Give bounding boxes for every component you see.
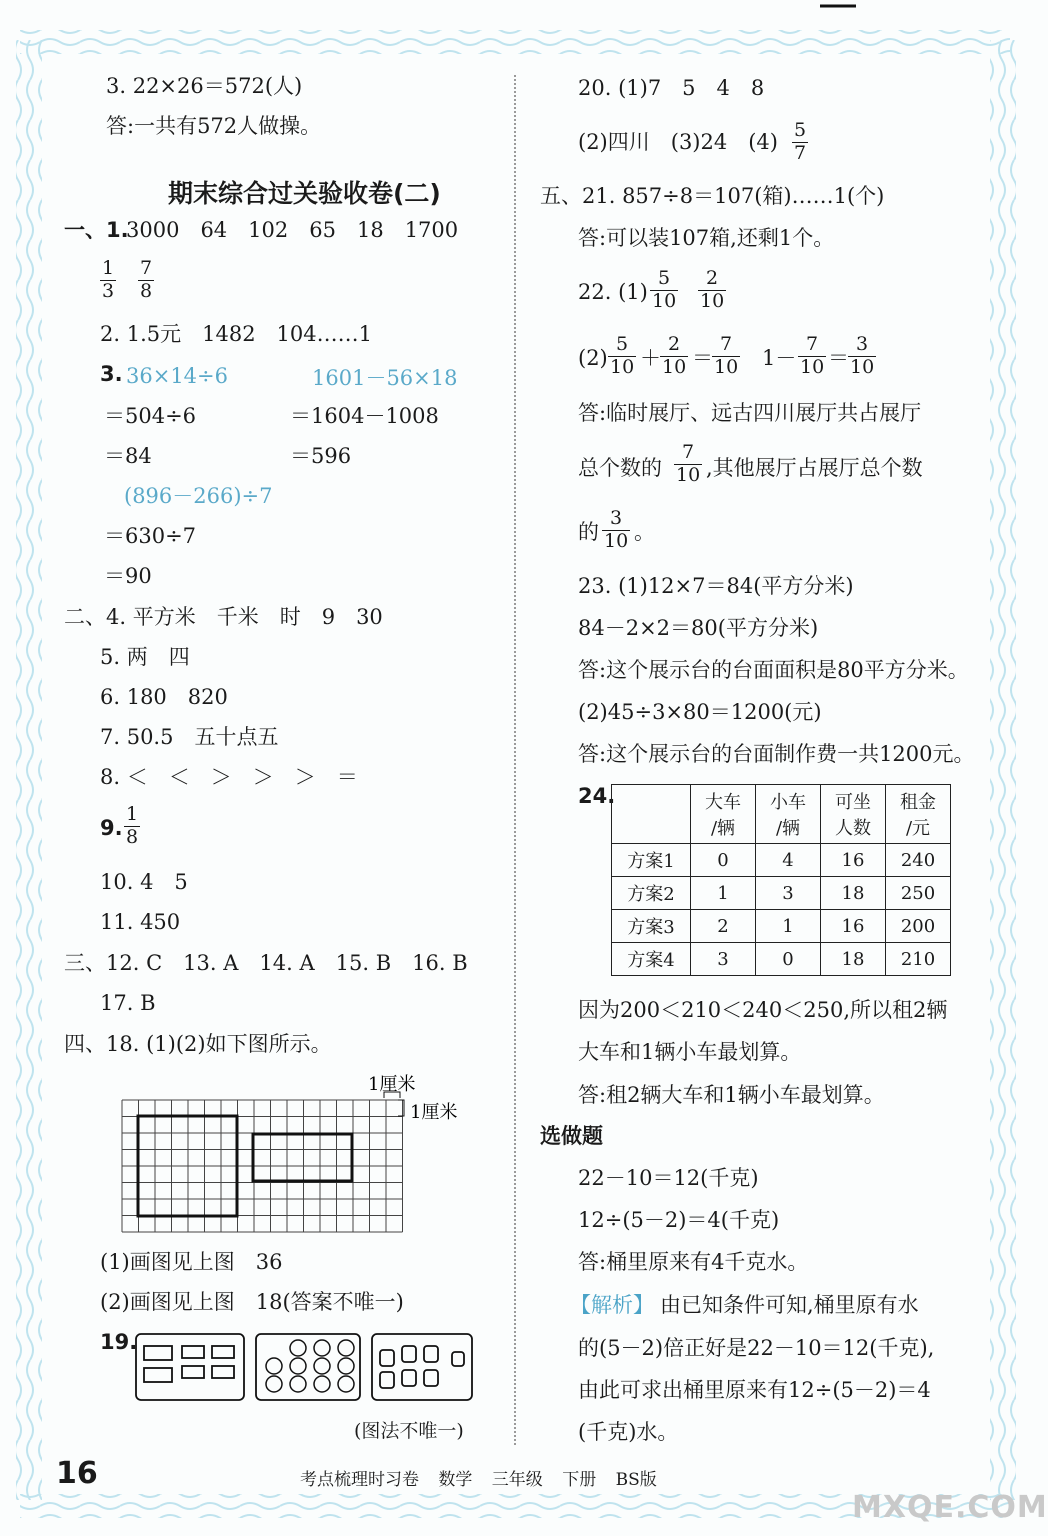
- grid-label-side: 1厘米: [410, 1102, 458, 1123]
- q22-2-label: (2): [578, 346, 608, 370]
- q24-answer: 答:租2辆大车和1辆小车最划算。: [578, 1083, 885, 1107]
- q22-2-fraction-a: 5 10: [610, 333, 635, 378]
- table-row: [612, 844, 951, 877]
- grid-label-top: 1厘米: [368, 1074, 416, 1095]
- table-cell: 方案4: [612, 943, 691, 976]
- q19-drawings: [134, 1332, 474, 1404]
- optional-2: 12÷(5－2)＝4(千克): [578, 1208, 780, 1232]
- q3-prev: 3. 22×26＝572(人): [106, 74, 303, 98]
- table-cell: 18: [821, 943, 886, 976]
- q1-fraction-1: 1 3: [102, 257, 115, 302]
- q9-fraction: 1 8: [126, 803, 139, 848]
- footer-text: 考点梳理时习卷 数学 三年级 下册 BS版: [300, 1470, 657, 1490]
- table-cell: 3: [691, 943, 756, 976]
- table-cell: 0: [756, 943, 821, 976]
- q3-step-r2: ＝596: [290, 444, 352, 468]
- q18-answer-2: (2)画图见上图 18(答案不唯一): [100, 1290, 404, 1314]
- analysis-1: 由已知条件可知,桶里原有水: [660, 1293, 919, 1317]
- table-row: [612, 910, 951, 943]
- q6: 6. 180 820: [100, 685, 228, 709]
- smiley-face-icon: [338, 1376, 354, 1392]
- table-cell: 方案3: [612, 910, 691, 943]
- q17: 17. B: [100, 991, 156, 1015]
- q12-16: 三、12. C 13. A 14. A 15. B 16. B: [64, 951, 468, 975]
- q22-answer-2b: ,其他展厅占展厅总个数: [706, 456, 923, 480]
- table-cell: 1: [691, 877, 756, 910]
- q11: 11. 450: [100, 910, 181, 934]
- smiley-face-icon: [290, 1340, 306, 1356]
- q22-answer-fraction-1: 7 10: [676, 441, 701, 486]
- q22-answer-1: 答:临时展厅、远古四川展厅共占展厅: [578, 401, 922, 425]
- q1-label: 一、1.: [64, 218, 129, 242]
- q9-label: 9.: [100, 816, 123, 840]
- table-cell: 250: [886, 877, 951, 910]
- one-minus: 1－: [762, 346, 797, 370]
- q19-label: 19.: [100, 1330, 138, 1354]
- table-row: [612, 943, 951, 976]
- table-header-cell: [612, 785, 691, 844]
- q4: 二、4. 平方米 千米 时 9 30: [64, 605, 383, 629]
- q20-2: (2)四川 (3)24 (4): [578, 130, 778, 154]
- q23-answer-2: 答:这个展示台的台面制作费一共1200元。: [578, 742, 975, 766]
- q18: 四、18. (1)(2)如下图所示。: [64, 1032, 332, 1056]
- section-title: 期末综合过关验收卷(二): [168, 179, 441, 208]
- smiley-face-icon: [338, 1358, 354, 1374]
- table-cell: 1: [756, 910, 821, 943]
- analysis-tag: 【解析】: [570, 1293, 654, 1317]
- q22-answer-3b: 。: [634, 520, 655, 544]
- q24-text-2: 大车和1辆小车最划算。: [578, 1040, 802, 1064]
- analysis-2: 的(5－2)倍正好是22－10＝12(千克),: [578, 1336, 935, 1360]
- table-cell: 200: [886, 910, 951, 943]
- q10: 10. 4 5: [100, 870, 188, 894]
- optional-title: 选做题: [540, 1124, 603, 1148]
- q3-step-r1: ＝1604－1008: [290, 404, 439, 428]
- q3-expr-2: 1601－56×18: [312, 366, 458, 390]
- table-row: [612, 877, 951, 910]
- q23-2: 84－2×2＝80(平方分米): [578, 616, 819, 640]
- q23-1: 23. (1)12×7＝84(平方分米): [578, 574, 854, 598]
- smiley-face-icon: [314, 1340, 330, 1356]
- column-divider: [514, 75, 516, 1445]
- q3-label: 3.: [100, 362, 123, 386]
- smiley-face-icon: [314, 1358, 330, 1374]
- q23-answer-1: 答:这个展示台的台面面积是80平方分米。: [578, 658, 969, 682]
- table-cell: 方案2: [612, 877, 691, 910]
- q22-2-fraction-d: 7 10: [800, 333, 825, 378]
- table-cell: 210: [886, 943, 951, 976]
- q5: 5. 两 四: [100, 645, 190, 669]
- q22-answer-3a: 的: [578, 520, 599, 544]
- optional-1: 22－10＝12(千克): [578, 1166, 759, 1190]
- q3-step-l2: ＝84: [104, 444, 152, 468]
- q3-prev-answer: 答:一共有572人做操。: [106, 114, 322, 138]
- q8: 8. ＜ ＜ ＞ ＞ ＞ ＝: [100, 765, 358, 789]
- q22-2-fraction-e: 3 10: [850, 333, 875, 378]
- table-cell: 18: [821, 877, 886, 910]
- analysis-4: (千克)水。: [578, 1420, 679, 1444]
- q22-2-fraction-c: 7 10: [714, 333, 739, 378]
- q7: 7. 50.5 五十点五: [100, 725, 279, 749]
- q18-grid-figure: [110, 1068, 480, 1238]
- q2: 2. 1.5元 1482 104……1: [100, 322, 372, 346]
- q24-text-1: 因为200＜210＜240＜250,所以租2辆: [578, 998, 948, 1022]
- table-header-cell: 租金 /元: [886, 785, 951, 844]
- q20-fraction: 5 7: [794, 119, 807, 164]
- smiley-face-icon: [338, 1340, 354, 1356]
- q3-expr-1: 36×14÷6: [126, 364, 228, 388]
- table-header-cell: 小车 /辆: [756, 785, 821, 844]
- table-cell: 4: [756, 844, 821, 877]
- table-cell: 16: [821, 910, 886, 943]
- rectangle-2: [253, 1134, 352, 1181]
- q3-step-l3: ＝630÷7: [104, 524, 197, 548]
- q23-3: (2)45÷3×80＝1200(元): [578, 700, 822, 724]
- q3-step-l1: ＝504÷6: [104, 404, 197, 428]
- table-cell: 方案1: [612, 844, 691, 877]
- page-number: 16: [56, 1456, 98, 1491]
- q3-step-l4: ＝90: [104, 564, 152, 588]
- table-cell: 16: [821, 844, 886, 877]
- rental-plan-table: [611, 784, 951, 976]
- q22-2-fraction-b: 2 10: [662, 333, 687, 378]
- smiley-face-icon: [314, 1376, 330, 1392]
- q22-answer-fraction-2: 3 10: [604, 507, 629, 552]
- table-cell: 240: [886, 844, 951, 877]
- q22-fraction-2: 2 10: [700, 267, 725, 312]
- smiley-face-icon: [266, 1358, 282, 1374]
- table-cell: 2: [691, 910, 756, 943]
- plus-sign: ＋: [640, 346, 661, 370]
- q19-note: (图法不唯一): [354, 1420, 464, 1442]
- q22-answer-2a: 总个数的: [578, 456, 662, 480]
- table-header-cell: 大车 /辆: [691, 785, 756, 844]
- smiley-face-icon: [290, 1376, 306, 1392]
- q3-expr-3: (896－266)÷7: [124, 484, 273, 508]
- smiley-face-icon: [290, 1358, 306, 1374]
- q21-answer: 答:可以装107箱,还剩1个。: [578, 226, 835, 250]
- q1-fraction-2: 7 8: [140, 257, 153, 302]
- analysis-3: 由此可求出桶里原来有12÷(5－2)＝4: [578, 1378, 931, 1402]
- table-cell: 3: [756, 877, 821, 910]
- q22-label: 22. (1): [578, 280, 648, 304]
- watermark: MXQE.COM: [852, 1490, 1048, 1525]
- q1-values: 3000 64 102 65 18 1700: [126, 218, 459, 242]
- equals-sign-2: ＝: [828, 346, 849, 370]
- q21: 五、21. 857÷8＝107(箱)……1(个): [540, 184, 885, 208]
- table-header-row: [612, 785, 951, 844]
- q24-label: 24.: [578, 784, 616, 808]
- smiley-face-icon: [266, 1376, 282, 1392]
- q18-answer-1: (1)画图见上图 36: [100, 1250, 283, 1274]
- optional-answer: 答:桶里原来有4千克水。: [578, 1250, 809, 1274]
- table-cell: 0: [691, 844, 756, 877]
- table-header-cell: 可坐 人数: [821, 785, 886, 844]
- equals-sign: ＝: [692, 346, 713, 370]
- q22-fraction-1: 5 10: [652, 267, 677, 312]
- q20-1: 20. (1)7 5 4 8: [578, 76, 765, 100]
